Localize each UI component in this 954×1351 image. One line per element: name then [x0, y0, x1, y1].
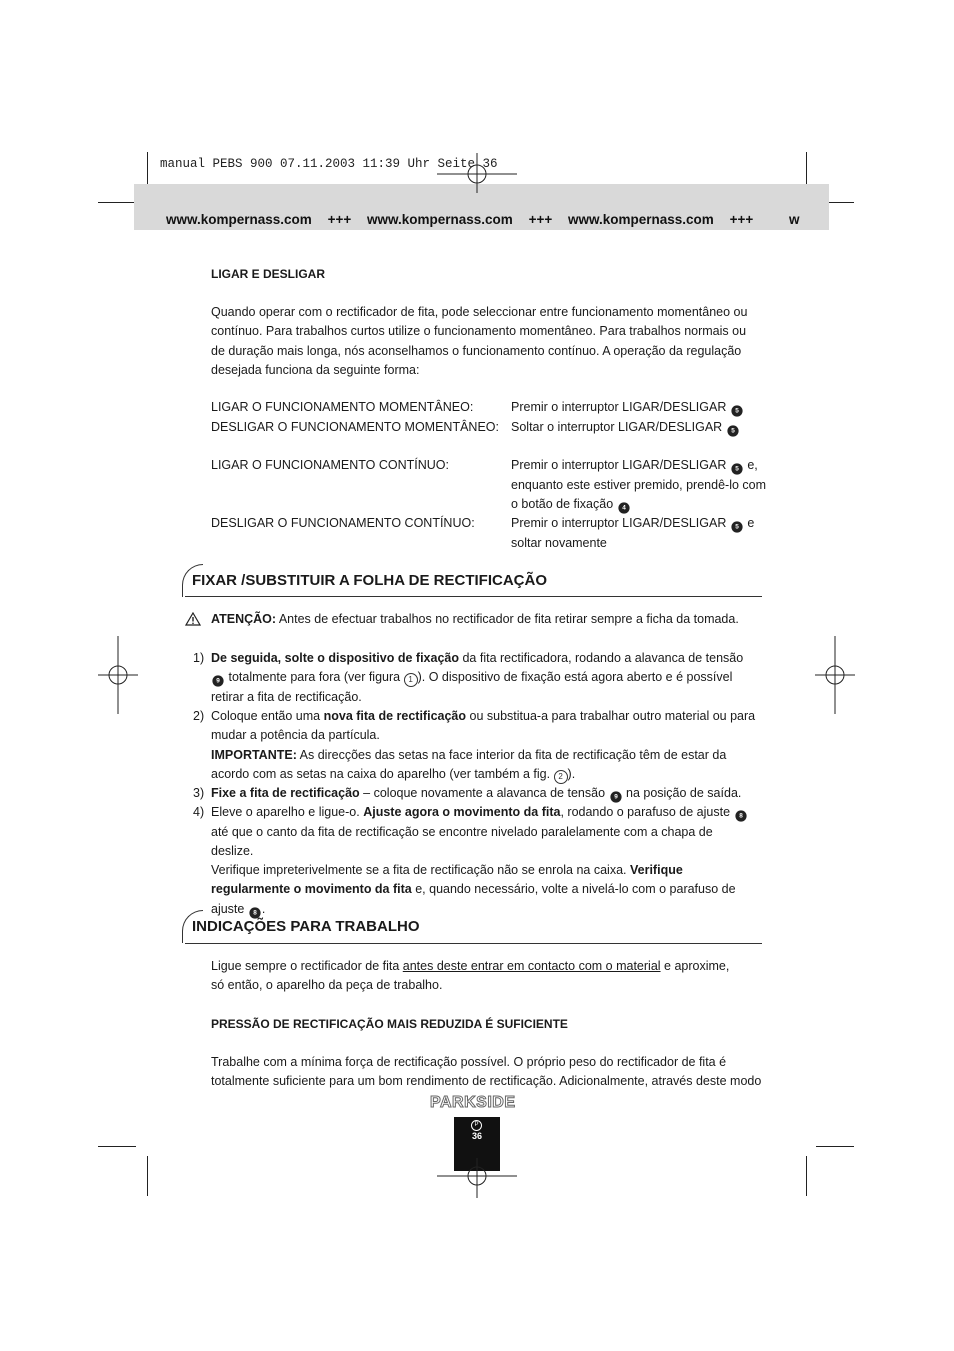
crop-mark — [147, 1156, 148, 1196]
page-number: 36 — [471, 1131, 482, 1141]
ref-8-icon: 8 — [735, 810, 746, 821]
ref-5-icon: 5 — [731, 521, 742, 532]
row-value-text: Premir o interruptor LIGAR/DESLIGAR — [511, 458, 727, 472]
crop-mark — [816, 1146, 854, 1147]
ref-8-icon: 8 — [249, 907, 260, 918]
banner-url: www.kompernass.com — [166, 212, 312, 227]
banner-sep: +++ — [528, 212, 553, 227]
row-value-tail: e soltar novamente — [511, 516, 755, 550]
ref-5-icon: 5 — [731, 405, 742, 416]
ref-9-icon: 9 — [610, 791, 621, 802]
important-label: IMPORTANTE: — [211, 747, 297, 762]
row-value-text: Premir o interruptor LIGAR/DESLIGAR — [511, 516, 727, 530]
step-bold: nova fita de rectificação — [323, 709, 467, 723]
step-text: ). — [567, 767, 576, 782]
step-number: 2) — [193, 709, 205, 723]
step-4 — [211, 803, 756, 862]
step-number: 4) — [193, 805, 205, 819]
ref-5-icon: 5 — [731, 463, 742, 474]
row-value — [511, 418, 766, 438]
registration-mark-icon — [815, 636, 855, 714]
print-header: manual PEBS 900 07.11.2003 11:39 Uhr Seite 36 — [160, 157, 498, 171]
step-2 — [211, 707, 756, 785]
row-value — [511, 456, 766, 515]
language-badge: P — [471, 1120, 482, 1131]
banner-url: w — [789, 212, 800, 227]
figure-1-icon: 1 — [404, 673, 418, 687]
indicacoes-heading: INDICAÇÕES PARA TRABALHO — [192, 918, 420, 935]
step-text: da fita rectificadora, rodando a alavanca de tensão — [462, 651, 744, 665]
banner-url: www.kompernass.com — [367, 212, 513, 227]
banner-sep: +++ — [327, 212, 352, 227]
pressao-heading: PRESSÃO DE RECTIFICAÇÃO MAIS REDUZIDA É SUFICIENTE — [211, 1017, 568, 1031]
step-text: até que o canto da fita de rectificação se encontre nivelado paralelamente com a chapa de deslize. — [211, 825, 713, 859]
fixar-heading: FIXAR /SUBSTITUIR A FOLHA DE RECTIFICAÇÃO — [192, 572, 547, 589]
crop-mark — [806, 1156, 807, 1196]
verify-text: e, quando necessário, volte a nivelá-lo com o parafuso de ajuste — [211, 882, 736, 916]
warning-body: Antes de efectuar trabalhos no rectificador de fita retirar sempre a ficha da tomada. — [278, 612, 739, 626]
banner-url: www.kompernass.com — [568, 212, 714, 227]
step-bold: Fixe a fita de rectificação — [211, 786, 360, 800]
registration-mark-icon — [98, 636, 138, 714]
warning-text — [211, 610, 763, 629]
step-text: Coloque então uma — [211, 709, 321, 723]
row-value — [511, 514, 766, 553]
section-rule — [185, 596, 762, 597]
registration-mark-icon — [437, 153, 517, 193]
verify-text: . — [261, 901, 266, 916]
step-bold: Ajuste agora o movimento da fita — [363, 805, 561, 819]
para-text: Ligue sempre o rectificador de fita — [211, 959, 400, 973]
ref-9-icon: 9 — [212, 676, 223, 687]
row-value — [511, 398, 766, 418]
ligar-heading: LIGAR E DESLIGAR — [211, 267, 326, 281]
row-value-text: Premir o interruptor LIGAR/DESLIGAR — [511, 400, 727, 414]
verify-bold: Verifique regularmente o movimento da fita — [211, 863, 683, 897]
para-underline: antes deste entrar em contacto com o material — [402, 959, 661, 973]
banner-sep: +++ — [729, 212, 754, 227]
step-number: 1) — [193, 651, 205, 665]
crop-mark — [98, 202, 136, 203]
step-bold: De seguida, solte o dispositivo de fixação — [211, 651, 459, 665]
parkside-logo: PARKSIDE — [430, 1094, 516, 1111]
step-1 — [211, 649, 746, 708]
step-text: totalmente para fora (ver figura — [228, 670, 401, 685]
pressao-paragraph: Trabalhe com a mínima força de rectificação possível. O próprio peso do rectificador de fita é totalmente suficiente para um bom rendimento de rectificação. Adicionalmente, através deste modo — [211, 1055, 762, 1089]
ref-4-icon: 4 — [618, 503, 629, 514]
row-label: LIGAR O FUNCIONAMENTO MOMENTÂNEO: — [211, 400, 474, 414]
figure-2-icon: 2 — [554, 770, 568, 784]
row-label: DESLIGAR O FUNCIONAMENTO CONTÍNUO: — [211, 516, 475, 530]
registration-mark-icon — [437, 1158, 517, 1198]
row-value-text: Soltar o interruptor LIGAR/DESLIGAR — [511, 420, 723, 434]
important-text: As direcções das setas na face interior da fita de rectificação têm de estar da acordo com as setas na caixa do aparelho (ver também a fig. — [211, 747, 727, 782]
verify-paragraph — [211, 861, 761, 920]
crop-mark — [98, 1146, 136, 1147]
step-3 — [211, 784, 761, 804]
indicacoes-paragraph — [211, 957, 731, 996]
step-text: ou substitua-a para trabalhar outro material ou para mudar a potência da partícula. — [211, 709, 756, 743]
warning-label: ATENÇÃO: — [211, 612, 277, 626]
ref-5-icon: 5 — [727, 425, 738, 436]
step-text: – coloque novamente a alavanca de tensão — [363, 786, 606, 800]
row-value-tail: e, enquanto este estiver premido, prendê-lo com o botão de fixação — [511, 458, 767, 512]
section-rule — [185, 943, 762, 944]
ligar-intro: Quando operar com o rectificador de fita, pode seleccionar entre funcionamento momentâneo ou contínuo. Para trabalhos curtos utilize o funcionamento momentâneo. Para trabalhos normais ou de duração mais longa, nós aconselhamos o funcionamento contínuo. A operação da regulação desejada funciona da seguinte forma: — [211, 305, 748, 378]
step-number: 3) — [193, 786, 205, 800]
banner-text — [166, 212, 812, 227]
step-text: ). O dispositivo de fixação está agora aberto e é possível retirar a fita de rectificação. — [211, 670, 733, 705]
step-text: na posição de saída. — [626, 786, 742, 800]
row-label: LIGAR O FUNCIONAMENTO CONTÍNUO: — [211, 458, 449, 472]
para-text: e aproxime, só então, o aparelho da peça de trabalho. — [211, 959, 730, 993]
step-text: , rodando o parafuso de ajuste — [560, 805, 731, 819]
row-label: DESLIGAR O FUNCIONAMENTO MOMENTÂNEO: — [211, 420, 499, 434]
step-text: Eleve o aparelho e ligue-o. — [211, 805, 360, 819]
warning-icon — [185, 612, 201, 626]
verify-text: Verifique impreterivelmente se a fita de rectificação não se enrola na caixa. — [211, 863, 627, 877]
